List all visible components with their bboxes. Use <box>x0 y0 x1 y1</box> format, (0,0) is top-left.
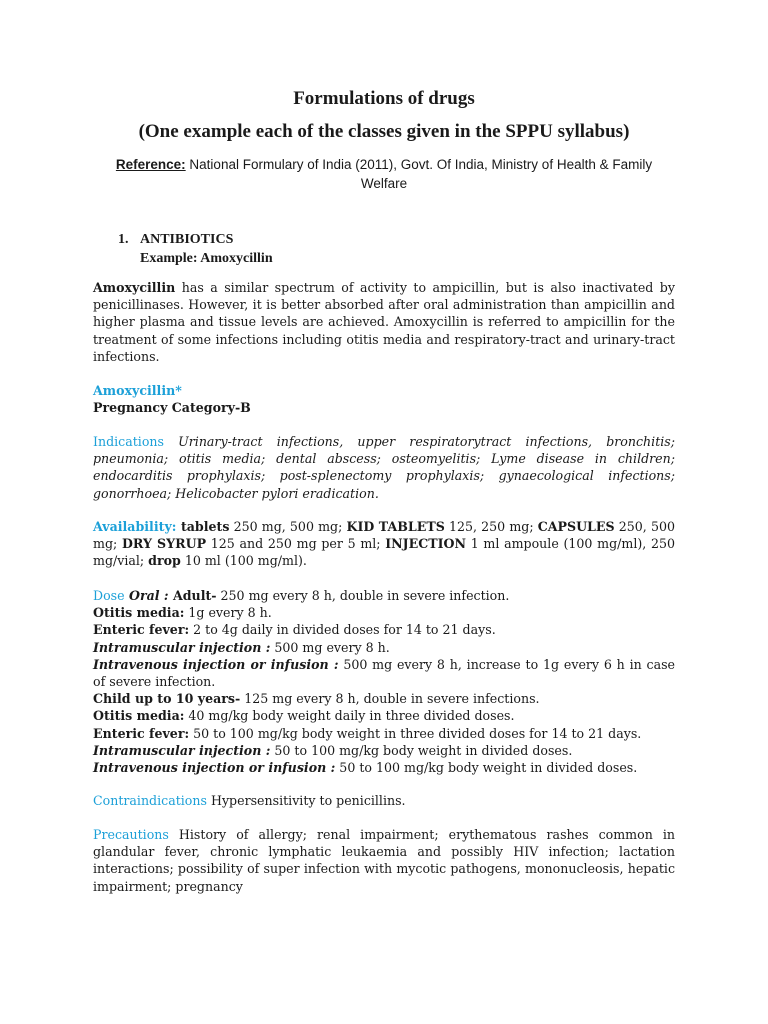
dose-adult-text: 250 mg every 8 h, double in severe infection. <box>216 588 510 603</box>
dose-oral-label: Oral : <box>124 588 169 603</box>
availability-label: Availability: <box>93 519 177 534</box>
dose-line-text: 50 to 100 mg/kg body weight in three divided doses for 14 to 21 days. <box>189 725 642 741</box>
dose-line <box>93 742 675 759</box>
availability-capsules: CAPSULES <box>537 519 615 534</box>
section-number: 1. <box>118 232 129 247</box>
availability-text: 125, 250 mg; <box>444 519 538 534</box>
reference-text: National Formulary of India (2011), Govt. Of India, Ministry of Health & Family Welfare <box>185 157 653 191</box>
indications-paragraph <box>93 433 675 502</box>
availability-paragraph <box>93 518 675 570</box>
availability-text: 10 ml (100 mg/ml). <box>180 553 307 569</box>
monograph-name: Amoxycillin* <box>93 383 182 398</box>
indications-label: Indications <box>93 434 164 449</box>
reference <box>100 155 668 193</box>
dose-line-text: 40 mg/kg body weight daily in three divided doses. <box>184 708 515 724</box>
contraindications-paragraph <box>93 792 675 809</box>
availability-dry-syrup: DRY SYRUP <box>121 536 207 552</box>
dose-line-text: 125 mg every 8 h, double in severe infections. <box>240 691 540 707</box>
precautions-paragraph <box>93 826 675 895</box>
contraindications-text: Hypersensitivity to penicillins. <box>206 793 406 808</box>
dose-line-label: Intramuscular injection : <box>93 742 271 758</box>
availability-injection: INJECTION <box>385 536 466 552</box>
availability-drop: drop <box>148 553 181 569</box>
section-title: ANTIBIOTICS <box>140 232 234 247</box>
availability-text: 250, 500 mg; <box>93 519 675 552</box>
dose-line <box>93 690 675 707</box>
dose-line-label: Otitis media: <box>93 708 185 724</box>
dose-line <box>93 656 675 690</box>
document-subtitle: (One example each of the classes given in the SPPU syllabus) <box>138 121 630 142</box>
contraindications-label: Contraindications <box>93 793 207 808</box>
intro-text: has a similar spectrum of activity to ampicillin, but is also inactivated by penicillinases. However, it is better absorbed after oral administration than ampicillin and higher plasma and tissue levels are achieved. Amoxycillin is referred to ampicillin for the treatment of some infections including otitis media and respiratory-tract and urinary-tract infections. <box>93 280 675 364</box>
dose-line-text: 50 to 100 mg/kg body weight in divided doses. <box>270 742 573 758</box>
dose-line-label: Intravenous injection or infusion : <box>93 760 336 776</box>
document-title: Formulations of drugs <box>293 88 475 109</box>
section-example: Example: Amoxycillin <box>140 251 273 266</box>
availability-text: 250 mg, 500 mg; <box>229 519 347 534</box>
pregnancy-category: Pregnancy Category-B <box>93 400 251 416</box>
dose-line <box>93 707 675 724</box>
reference-label: Reference: <box>115 157 186 172</box>
availability-text: 1 ml ampoule (100 mg/ml), 250 mg/vial; <box>93 536 676 569</box>
indications-text: Urinary-tract infections, upper respiratorytract infections, bronchitis; pneumonia; otitis media; dental abscess; osteomyelitis; Lyme disease in children; endocarditis prophylaxis; post-splenectomy prophylaxis; gynaecological infections; gonorrhoea; Helicobacter pylori eradication. <box>93 434 675 501</box>
dose-line-label: Intramuscular injection : <box>93 639 271 655</box>
section-heading <box>118 230 273 268</box>
availability-tablets: tablets <box>176 519 230 534</box>
dose-line <box>93 621 675 638</box>
availability-kid-tablets: KID TABLETS <box>346 519 445 534</box>
dose-line-text: 500 mg every 8 h, increase to 1g every 6 h in case of severe infection. <box>93 656 676 690</box>
dose-line-label: Child up to 10 years- <box>93 691 241 707</box>
dose-line-label: Enteric fever: <box>93 725 190 741</box>
availability-text: 125 and 250 mg per 5 ml; <box>206 536 386 552</box>
monograph-header <box>93 382 675 416</box>
dose-line-label: Enteric fever: <box>93 622 190 638</box>
dose-section <box>93 587 675 776</box>
dose-adult-label: Adult- <box>168 588 217 603</box>
dose-line <box>93 604 675 621</box>
dose-line <box>93 725 675 742</box>
intro-drug-name: Amoxycillin <box>93 280 176 295</box>
dose-line-text: 2 to 4g daily in divided doses for 14 to 21 days. <box>189 622 496 638</box>
dose-line-text: 50 to 100 mg/kg body weight in divided doses. <box>335 760 638 776</box>
dose-line-label: Intravenous injection or infusion : <box>93 656 339 672</box>
dose-line-text: 1g every 8 h. <box>184 605 272 621</box>
precautions-text: History of allergy; renal impairment; erythematous rashes common in glandular fever, chronic lymphatic leukaemia and possibly HIV infection; lactation interactions; possibility of super infection with mycotic pathogens, mononucleosis, hepatic impairment; pregnancy <box>93 827 675 894</box>
dose-line <box>93 639 675 656</box>
intro-paragraph <box>93 279 675 365</box>
dose-line <box>93 759 675 776</box>
dose-line-text: 500 mg every 8 h. <box>270 639 390 655</box>
dose-label: Dose <box>93 588 125 603</box>
dose-line-label: Otitis media: <box>93 605 185 621</box>
precautions-label: Precautions <box>93 827 169 842</box>
